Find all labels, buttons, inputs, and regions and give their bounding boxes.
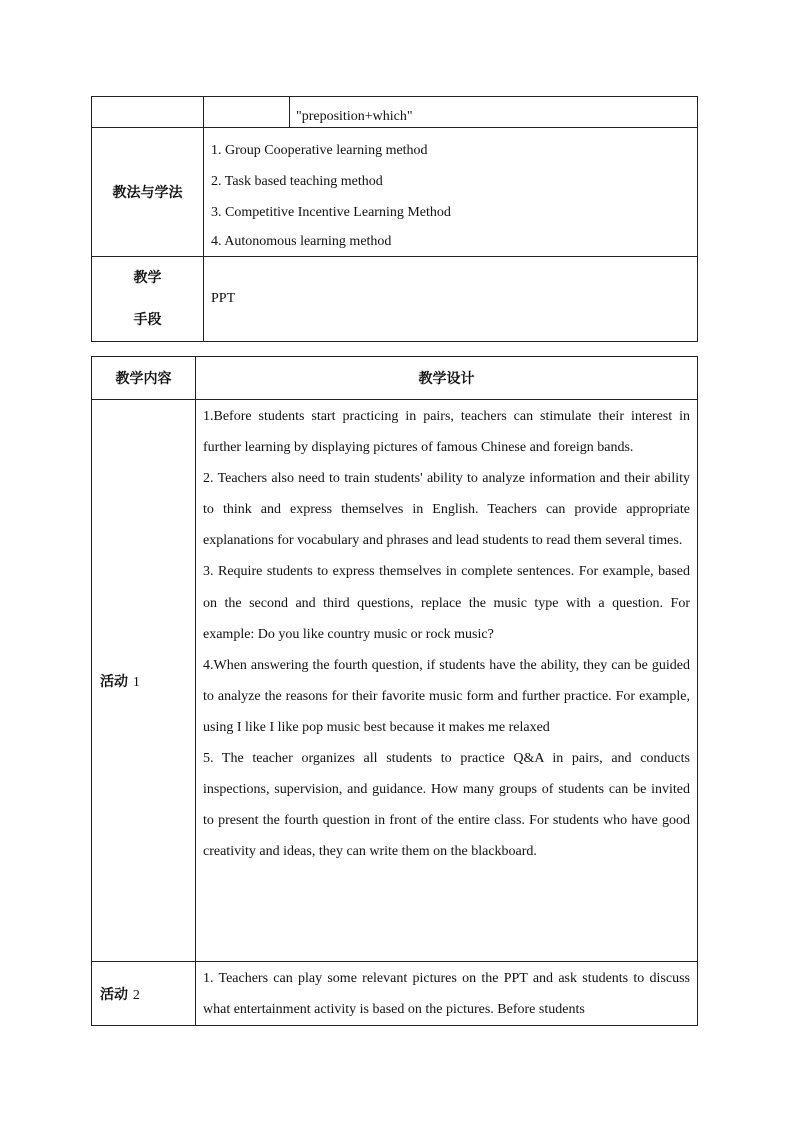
means-label-line1: 教学 [133, 270, 162, 286]
method-item: 1. Group Cooperative learning method [211, 143, 428, 158]
table-row [92, 128, 698, 257]
method-item: 2. Task based teaching method [211, 174, 383, 189]
table-row [92, 257, 698, 342]
activity-2-label [92, 962, 196, 1026]
activity-1-label [92, 400, 196, 962]
activity-1-content [196, 400, 698, 962]
method-item: 3. Competitive Incentive Learning Method [211, 205, 451, 220]
activity-paragraph: 4.When answering the fourth question, if students have the ability, they can be guided to analyze the reasons for their favorite music form and further practice. For example, using I like I like pop music best because it makes me relaxed [203, 657, 690, 735]
activity-number: 2 [132, 987, 140, 1003]
activity-label-text: 活动 [100, 673, 128, 690]
lesson-info-table [91, 96, 698, 342]
header-design: 教学设计 [196, 357, 698, 400]
table-cell [290, 97, 698, 128]
activity-paragraph: 5. The teacher organizes all students to practice Q&A in pairs, and conducts inspections, supervision, and guidance. How many groups of students can be invited to present the fourth question in front of the entire class. For students who have good creativity and ideas, they can write them on the blackboard. [203, 751, 690, 860]
table-row [92, 962, 698, 1026]
means-value: PPT [211, 291, 236, 306]
activity-2-content [196, 962, 698, 1026]
grammar-point-text: "preposition+which" [296, 109, 413, 124]
methods-label: 教法与学法 [92, 128, 204, 257]
activity-label-text: 活动 [100, 986, 128, 1003]
teaching-design-table [91, 356, 698, 1026]
table-row [92, 400, 698, 962]
activity-number: 1 [132, 674, 140, 690]
means-label-line2: 手段 [133, 312, 162, 328]
activity-paragraph: 2. Teachers also need to train students' ability to analyze information and their ability to think and express themselves in English. Teachers can provide appropriate explanations for vocabulary and phrases and lead students to read them several times. [203, 471, 690, 549]
header-content: 教学内容 [92, 357, 196, 400]
activity-paragraph: 3. Require students to express themselves in complete sentences. For example, based on the second and third questions, replace the music type with a question. For example: Do you like country music or rock music? [203, 564, 690, 642]
means-label-cell [92, 257, 204, 342]
activity-paragraph: 1. Teachers can play some relevant pictures on the PPT and ask students to discuss what entertainment activity is based on the pictures. Before students [203, 971, 690, 1018]
empty-cell [204, 97, 290, 128]
table-row [92, 97, 698, 128]
means-value-cell [204, 257, 698, 342]
method-item: 4. Autonomous learning method [211, 234, 392, 249]
empty-cell [92, 97, 204, 128]
activity-paragraph: 1.Before students start practicing in pairs, teachers can stimulate their interest in further learning by displaying pictures of famous Chinese and foreign bands. [203, 409, 690, 456]
methods-cell [204, 128, 698, 257]
table-header-row [92, 357, 698, 400]
